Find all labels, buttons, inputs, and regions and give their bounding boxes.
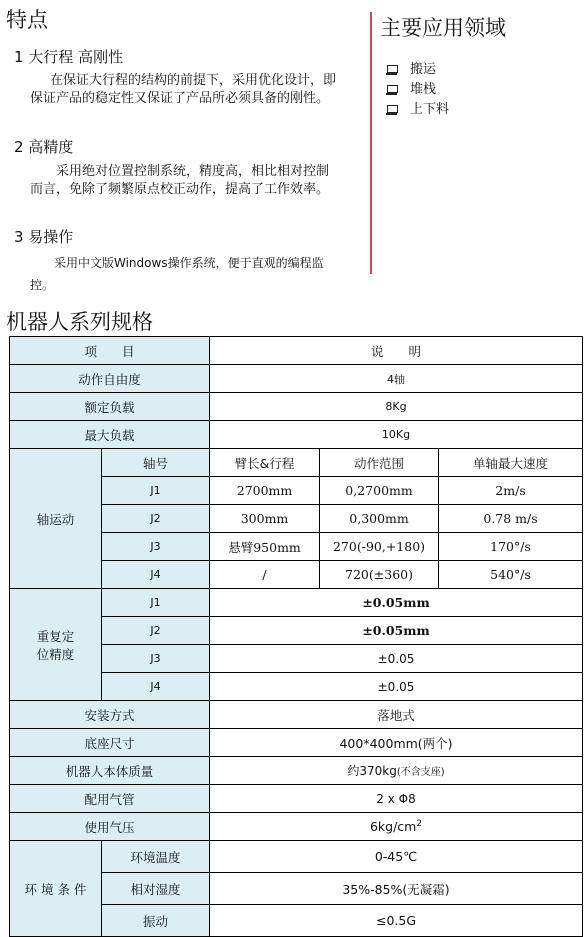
max-load-label: 最大负载: [10, 421, 210, 449]
max-load-value: 10Kg: [210, 421, 583, 449]
axis-motion-label: 轴运动: [10, 449, 102, 589]
repeat-value: ±0.05: [210, 645, 583, 673]
axis-stroke: 悬臂950mm: [210, 533, 320, 561]
env-name: 振动: [102, 905, 210, 937]
dof-value: 4轴: [210, 365, 583, 393]
feature-2-title: 2 高精度: [14, 138, 74, 156]
axis-id: J4: [102, 561, 210, 589]
feature-2-body: 采用绝对位置控制系统，精度高，相比相对控制而言，免除了频繁原点校正动作，提高了工作效率。: [30, 164, 330, 197]
repeatability-label: [10, 589, 102, 701]
axis-col-header: 轴号: [102, 449, 210, 477]
air-pipe-label: 配用气管: [10, 785, 210, 813]
header-item: 项 目: [10, 337, 210, 365]
repeat-axis-id: J1: [102, 589, 210, 617]
features-title: 特点: [6, 8, 48, 32]
axis-stroke: 2700mm: [210, 477, 320, 505]
application-item: [386, 60, 449, 80]
axis-range: 0,300mm: [320, 505, 439, 533]
env-name: 环境温度: [102, 841, 210, 873]
section-divider: [370, 12, 372, 274]
axis-col-header: 臂长&行程: [210, 449, 320, 477]
axis-range: 270(-90,+180): [320, 533, 439, 561]
axis-col-header: 动作范围: [320, 449, 439, 477]
rated-load-label: 额定负载: [10, 393, 210, 421]
repeat-axis-id: J2: [102, 617, 210, 645]
rated-load-value: 8Kg: [210, 393, 583, 421]
axis-id: J1: [102, 477, 210, 505]
axis-id: J3: [102, 533, 210, 561]
axis-range: 0,2700mm: [320, 477, 439, 505]
computer-icon: [386, 85, 398, 96]
env-value: 0-45℃: [210, 841, 583, 873]
application-label: 搬运: [410, 62, 437, 77]
repeatability-label-line: 位精度: [36, 646, 75, 662]
feature-1-body: 在保证大行程的结构的前提下，采用优化设计，即保证产品的稳定性又保证了产品所必须具备的刚性。: [30, 73, 337, 106]
axis-speed: 170°/s: [439, 533, 583, 561]
repeat-value: ±0.05mm: [210, 589, 583, 617]
mass-note: (不含支座): [396, 767, 445, 778]
repeatability-label-line: 重复定: [36, 628, 75, 644]
repeat-value: ±0.05: [210, 673, 583, 701]
dof-label: 动作自由度: [10, 365, 210, 393]
air-pressure-value-cell: [210, 813, 583, 841]
axis-speed: 2m/s: [439, 477, 583, 505]
axis-col-header: 单轴最大速度: [439, 449, 583, 477]
environment-label: 环 境 条 件: [10, 841, 102, 937]
env-value: ≤0.5G: [210, 905, 583, 937]
feature-3-body: 采用中文版Windows操作系统，便于直观的编程监控。: [30, 256, 324, 292]
spec-title: 机器人系列规格: [6, 310, 153, 334]
env-value: 35%-85%(无凝霜): [210, 873, 583, 905]
feature-1-title: 1 大行程 高刚性: [14, 48, 124, 66]
computer-icon: [386, 65, 398, 76]
mass-value-cell: [210, 757, 583, 785]
spec-table: [9, 336, 583, 937]
air-pressure-value: 6kg/cm: [369, 819, 417, 835]
env-name: 相对湿度: [102, 873, 210, 905]
repeat-axis-id: J4: [102, 673, 210, 701]
application-label: 堆栈: [410, 82, 437, 97]
base-size-label: 底座尺寸: [10, 729, 210, 757]
base-size-value: 400*400mm(两个): [210, 729, 583, 757]
applications-title: 主要应用领域: [380, 16, 506, 40]
axis-stroke: 300mm: [210, 505, 320, 533]
air-pressure-label: 使用气压: [10, 813, 210, 841]
axis-speed: 540°/s: [439, 561, 583, 589]
mounting-label: 安装方式: [10, 701, 210, 729]
application-item: [386, 100, 449, 120]
computer-icon: [386, 105, 398, 116]
axis-speed: 0.78 m/s: [439, 505, 583, 533]
feature-3-title: 3 易操作: [14, 228, 74, 246]
application-item: [386, 80, 449, 100]
applications-list: [386, 60, 449, 120]
axis-id: J2: [102, 505, 210, 533]
mounting-value: 落地式: [210, 701, 583, 729]
air-pipe-value: 2 x Φ8: [210, 785, 583, 813]
application-label: 上下料: [410, 102, 450, 117]
mass-value: 约370kg: [347, 764, 397, 778]
axis-range: 720(±360): [320, 561, 439, 589]
mass-label: 机器人本体质量: [10, 757, 210, 785]
air-pressure-sup: 2: [416, 818, 423, 829]
header-desc: 说 明: [210, 337, 583, 365]
axis-stroke: /: [210, 561, 320, 589]
repeat-axis-id: J3: [102, 645, 210, 673]
repeat-value: ±0.05mm: [210, 617, 583, 645]
